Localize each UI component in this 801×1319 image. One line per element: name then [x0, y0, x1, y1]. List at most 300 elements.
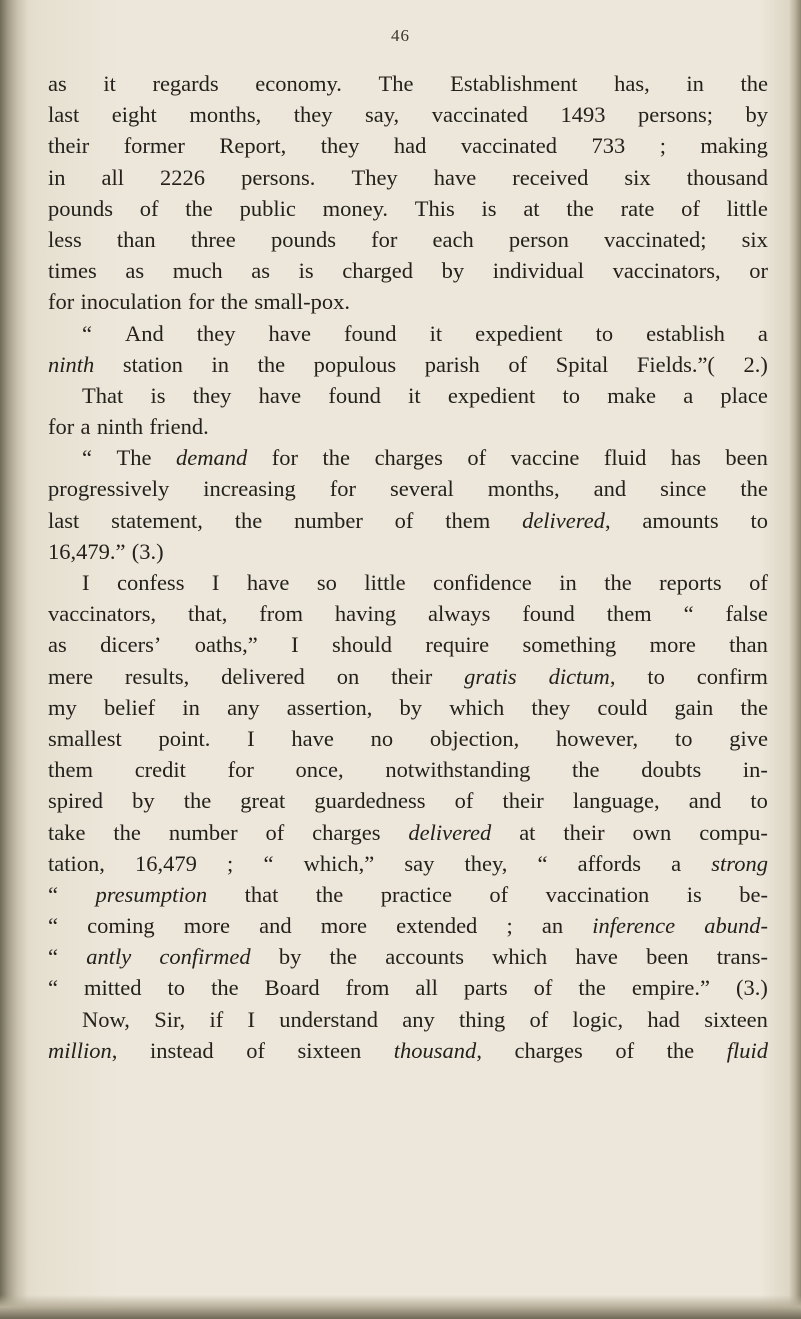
word: vaccinators, — [48, 601, 157, 627]
word: for — [48, 414, 75, 440]
text-line — [48, 380, 768, 411]
text-line — [48, 879, 768, 910]
text-line-words — [48, 754, 768, 785]
text-line-words — [48, 255, 768, 286]
text-line — [48, 848, 768, 879]
word: I — [291, 632, 299, 658]
word: assertion, — [286, 694, 373, 720]
word: practice — [380, 881, 452, 907]
text-line-words — [82, 318, 768, 349]
word: so — [316, 570, 337, 595]
word: much — [172, 258, 223, 284]
word: 16,479.” — [48, 538, 126, 564]
word: and — [688, 788, 722, 814]
word: for — [371, 226, 398, 252]
word: progressively — [48, 476, 170, 502]
word: little — [364, 570, 406, 595]
text-line — [48, 442, 768, 473]
text-line-words — [48, 692, 768, 723]
text-line-words — [82, 567, 768, 598]
text-line — [48, 661, 768, 692]
word: an — [541, 913, 564, 939]
word: mere — [48, 663, 93, 689]
word: from — [345, 975, 390, 1001]
word: their — [391, 663, 433, 689]
word: it — [103, 71, 116, 96]
word: The — [116, 445, 152, 471]
word: to — [674, 725, 693, 751]
text-line-words — [48, 224, 768, 255]
word: have — [258, 382, 302, 408]
text-line — [48, 130, 768, 161]
text-line-words — [48, 68, 768, 99]
word: parts — [463, 975, 508, 1001]
word: rate — [620, 195, 655, 221]
word: mitted — [84, 975, 142, 1001]
word: dicers’ — [100, 632, 162, 658]
text-line-words — [48, 130, 768, 161]
word: ninth — [96, 414, 144, 440]
word: “ — [82, 445, 92, 471]
word: “ — [48, 881, 58, 907]
word: which — [449, 694, 505, 720]
word: for — [188, 289, 215, 315]
word: as — [125, 258, 145, 284]
word: antly — [86, 944, 132, 970]
word: on — [336, 663, 360, 689]
word: They — [351, 164, 398, 190]
word: by — [132, 788, 155, 814]
word: the — [740, 71, 768, 96]
word: the — [234, 507, 263, 533]
word: doubts — [641, 757, 702, 783]
word: thousand — [686, 164, 768, 190]
word: my — [48, 694, 77, 720]
word: in — [211, 351, 229, 377]
text-line-words — [48, 473, 768, 504]
word: to — [595, 320, 614, 346]
word: That — [82, 382, 124, 408]
word: sixteen — [297, 1037, 362, 1063]
text-line — [48, 411, 768, 442]
word: “ — [48, 913, 58, 939]
text-line-words — [48, 848, 768, 879]
word: vaccinators, — [612, 258, 721, 284]
word: “ — [48, 944, 58, 970]
word: found — [344, 320, 397, 346]
word: is — [150, 382, 166, 408]
word: the — [211, 975, 239, 1001]
word: to — [750, 788, 768, 814]
text-line — [48, 629, 768, 660]
word: of — [533, 975, 553, 1001]
word: ninth — [48, 351, 95, 377]
word: former — [123, 133, 185, 159]
word: Report, — [219, 133, 287, 159]
word: Spital — [555, 351, 609, 377]
body-text — [48, 68, 768, 1066]
word: has — [670, 445, 701, 471]
word: small-pox. — [254, 289, 351, 315]
word: trans- — [716, 944, 768, 970]
word: their — [48, 133, 90, 159]
word: own — [632, 819, 672, 845]
word: number — [168, 819, 238, 845]
word: compu- — [699, 819, 768, 845]
word: months, — [189, 102, 262, 128]
word: station — [122, 351, 183, 377]
word: false — [725, 601, 768, 627]
word: their — [502, 788, 544, 814]
text-line — [48, 473, 768, 504]
word: as — [251, 258, 271, 284]
word: if — [209, 1006, 224, 1032]
word: their — [563, 819, 605, 845]
word: in — [559, 570, 577, 595]
word: instead — [149, 1037, 214, 1063]
word: months, — [487, 476, 560, 502]
text-line-words — [48, 162, 768, 193]
text-line — [48, 505, 768, 536]
word: This — [414, 195, 455, 221]
word: of — [615, 1037, 635, 1063]
word: by — [745, 102, 768, 128]
word: the — [566, 195, 594, 221]
word: the — [220, 289, 249, 315]
word: I — [247, 725, 255, 751]
word: The — [378, 71, 414, 96]
text-line-words — [48, 941, 768, 972]
word: the — [183, 788, 212, 814]
text-line-words — [48, 972, 768, 1003]
word: I — [82, 570, 90, 595]
word: strong — [711, 850, 768, 876]
word: of — [489, 881, 509, 907]
text-line — [48, 536, 768, 567]
word: for — [271, 445, 299, 471]
text-line — [48, 68, 768, 99]
word: could — [597, 694, 648, 720]
word: gratis — [464, 663, 517, 689]
word: thousand, — [393, 1037, 482, 1063]
word: is — [298, 258, 314, 284]
word: at — [523, 195, 540, 221]
word: 2226 — [160, 164, 206, 190]
word: for — [329, 476, 356, 502]
text-line — [48, 99, 768, 130]
text-line-words — [48, 785, 768, 816]
word: since — [660, 476, 707, 502]
word: the — [740, 694, 768, 720]
word: no — [370, 725, 394, 751]
word: say — [404, 850, 435, 876]
word: Establishment — [450, 71, 578, 96]
word: place — [720, 382, 768, 408]
word: by — [399, 694, 423, 720]
word: a — [683, 382, 694, 408]
text-line-words — [48, 661, 768, 692]
word: 16,479 — [135, 850, 197, 876]
word: (3.) — [131, 538, 164, 564]
word: expedient — [447, 382, 536, 408]
word: the — [329, 944, 358, 970]
word: a — [757, 320, 768, 346]
word: found — [522, 601, 575, 627]
word: person — [508, 226, 569, 252]
text-line-words — [48, 536, 768, 567]
word: the — [113, 819, 141, 845]
word: something — [522, 632, 617, 658]
word: have — [291, 725, 334, 751]
word: give — [729, 725, 768, 751]
word: number — [294, 507, 363, 533]
word: them — [445, 507, 491, 533]
word: six — [624, 164, 651, 190]
text-line-words — [48, 99, 768, 130]
word: amounts — [642, 507, 719, 533]
word: have — [433, 164, 477, 190]
word: take — [48, 819, 86, 845]
word: charges — [374, 445, 443, 471]
text-line-words — [82, 380, 768, 411]
text-line — [48, 193, 768, 224]
word: once, — [295, 757, 344, 783]
word: that — [244, 881, 279, 907]
word: ; — [659, 133, 666, 159]
word: “ — [48, 975, 58, 1001]
text-line-words — [48, 505, 768, 536]
text-line — [48, 972, 768, 1003]
word: thing — [458, 1006, 506, 1032]
text-line — [48, 1004, 768, 1035]
word: objection, — [429, 725, 520, 751]
word: vaccinated — [431, 102, 528, 128]
word: belief — [103, 694, 156, 720]
text-line-words — [48, 910, 768, 941]
word: by — [441, 258, 465, 284]
word: increasing — [203, 476, 296, 502]
word: of — [529, 1006, 549, 1032]
word: and — [593, 476, 627, 502]
word: any — [227, 694, 260, 720]
word: confess — [116, 570, 185, 595]
word: Board — [264, 975, 320, 1001]
word: point. — [158, 725, 211, 751]
binding-shadow — [0, 0, 28, 1319]
word: sixteen — [704, 1006, 768, 1032]
text-line — [48, 224, 768, 255]
text-line — [48, 349, 768, 380]
word: have — [268, 320, 312, 346]
word: money. — [322, 195, 388, 221]
word: always — [427, 601, 491, 627]
word: delivered, — [522, 507, 611, 533]
word: for — [227, 757, 254, 783]
word: the — [604, 570, 632, 595]
word: for — [48, 289, 75, 315]
word: confirmed — [159, 944, 251, 970]
word: say, — [365, 102, 400, 128]
word: populous — [313, 351, 397, 377]
word: however, — [555, 725, 639, 751]
word: statement, — [111, 507, 203, 533]
word: three — [190, 226, 236, 252]
word: economy. — [255, 71, 342, 96]
word: had — [393, 133, 427, 159]
word: vaccinated — [460, 133, 558, 159]
text-line — [48, 754, 768, 785]
word: or — [749, 258, 768, 284]
text-line-words — [82, 1004, 768, 1035]
word: reports — [659, 570, 722, 595]
word: tation, — [48, 850, 105, 876]
word: Now, — [82, 1006, 130, 1032]
word: and — [259, 913, 292, 939]
word: fluid — [603, 445, 647, 471]
word: demand — [176, 445, 248, 471]
word: they — [531, 694, 571, 720]
word: to — [167, 975, 186, 1001]
word: (3.) — [736, 975, 768, 1001]
word: confidence — [433, 570, 532, 595]
word: to — [750, 507, 768, 533]
word: which,” — [303, 850, 375, 876]
word: accounts — [385, 944, 464, 970]
word: of — [454, 788, 474, 814]
word: of — [749, 570, 768, 595]
word: delivered — [221, 663, 305, 689]
word: a — [80, 414, 91, 440]
text-line — [48, 692, 768, 723]
text-line — [48, 318, 768, 349]
word: that, — [187, 601, 228, 627]
word: have — [575, 944, 618, 970]
text-line-words — [48, 629, 768, 660]
word: “ — [683, 601, 694, 627]
word: they — [196, 320, 236, 346]
word: confirm — [696, 663, 768, 689]
word: notwithstanding — [385, 757, 531, 783]
page-edge-right — [789, 0, 801, 1319]
word: affords — [577, 850, 641, 876]
word: the — [257, 351, 286, 377]
word: guardedness — [314, 788, 426, 814]
word: last — [48, 102, 80, 128]
text-line — [48, 255, 768, 286]
word: 733 — [591, 133, 626, 159]
word: extended — [396, 913, 478, 939]
word: in- — [742, 757, 768, 783]
word: in — [182, 694, 200, 720]
word: should — [332, 632, 393, 658]
word: results, — [124, 663, 190, 689]
text-line-words — [48, 817, 768, 848]
word: more — [183, 913, 230, 939]
word: them — [48, 757, 93, 783]
word: than — [116, 226, 156, 252]
word: charges — [312, 819, 381, 845]
word: having — [334, 601, 397, 627]
word: last — [48, 507, 80, 533]
word: to — [647, 663, 665, 689]
word: of — [508, 351, 528, 377]
word: a — [671, 850, 682, 876]
word: they, — [464, 850, 508, 876]
text-line-words — [48, 411, 768, 442]
word: persons; — [637, 102, 713, 128]
word: each — [432, 226, 474, 252]
text-line — [48, 567, 768, 598]
text-line — [48, 785, 768, 816]
word: they — [293, 102, 333, 128]
word: ; — [227, 850, 234, 876]
text-line-words — [48, 1035, 768, 1066]
word: they — [320, 133, 360, 159]
text-line — [48, 941, 768, 972]
text-line — [48, 817, 768, 848]
text-line-words — [48, 286, 768, 317]
word: than — [729, 632, 768, 658]
word: make — [607, 382, 656, 408]
word: as — [48, 71, 67, 96]
word: great — [240, 788, 286, 814]
word: establish — [646, 320, 725, 346]
word: they — [192, 382, 232, 408]
word: in — [48, 164, 66, 190]
word: charged — [342, 258, 414, 284]
word: of — [139, 195, 159, 221]
word: understand — [279, 1006, 378, 1032]
word: expedient — [475, 320, 563, 346]
word: eight — [111, 102, 157, 128]
word: fluid — [726, 1037, 768, 1063]
text-line-words — [48, 723, 768, 754]
text-line — [48, 910, 768, 941]
word: Sir, — [154, 1006, 186, 1032]
word: all — [101, 164, 125, 190]
word: it — [408, 382, 421, 408]
word: of — [467, 445, 487, 471]
text-line — [48, 598, 768, 629]
word: the — [322, 445, 351, 471]
word: vaccination — [545, 881, 650, 907]
word: friend. — [149, 414, 209, 440]
text-line — [48, 1035, 768, 1066]
word: delivered — [408, 819, 492, 845]
word: vaccinated; — [604, 226, 707, 252]
text-line — [48, 286, 768, 317]
word: individual — [492, 258, 584, 284]
word: credit — [134, 757, 186, 783]
page-number: 46 — [391, 26, 410, 45]
word: I — [211, 570, 220, 595]
word: which — [492, 944, 548, 970]
word: coming — [87, 913, 155, 939]
word: “ — [82, 320, 92, 346]
word: public — [239, 195, 296, 221]
word: presumption — [95, 881, 208, 907]
word: language, — [572, 788, 660, 814]
word: little — [726, 195, 768, 221]
word: any — [402, 1006, 435, 1032]
word: 2.) — [743, 351, 768, 377]
word: six — [741, 226, 768, 252]
word: regards — [152, 71, 219, 96]
word: inoculation — [80, 289, 182, 315]
text-line — [48, 723, 768, 754]
word: abund- — [704, 913, 768, 939]
word: parish — [424, 351, 480, 377]
